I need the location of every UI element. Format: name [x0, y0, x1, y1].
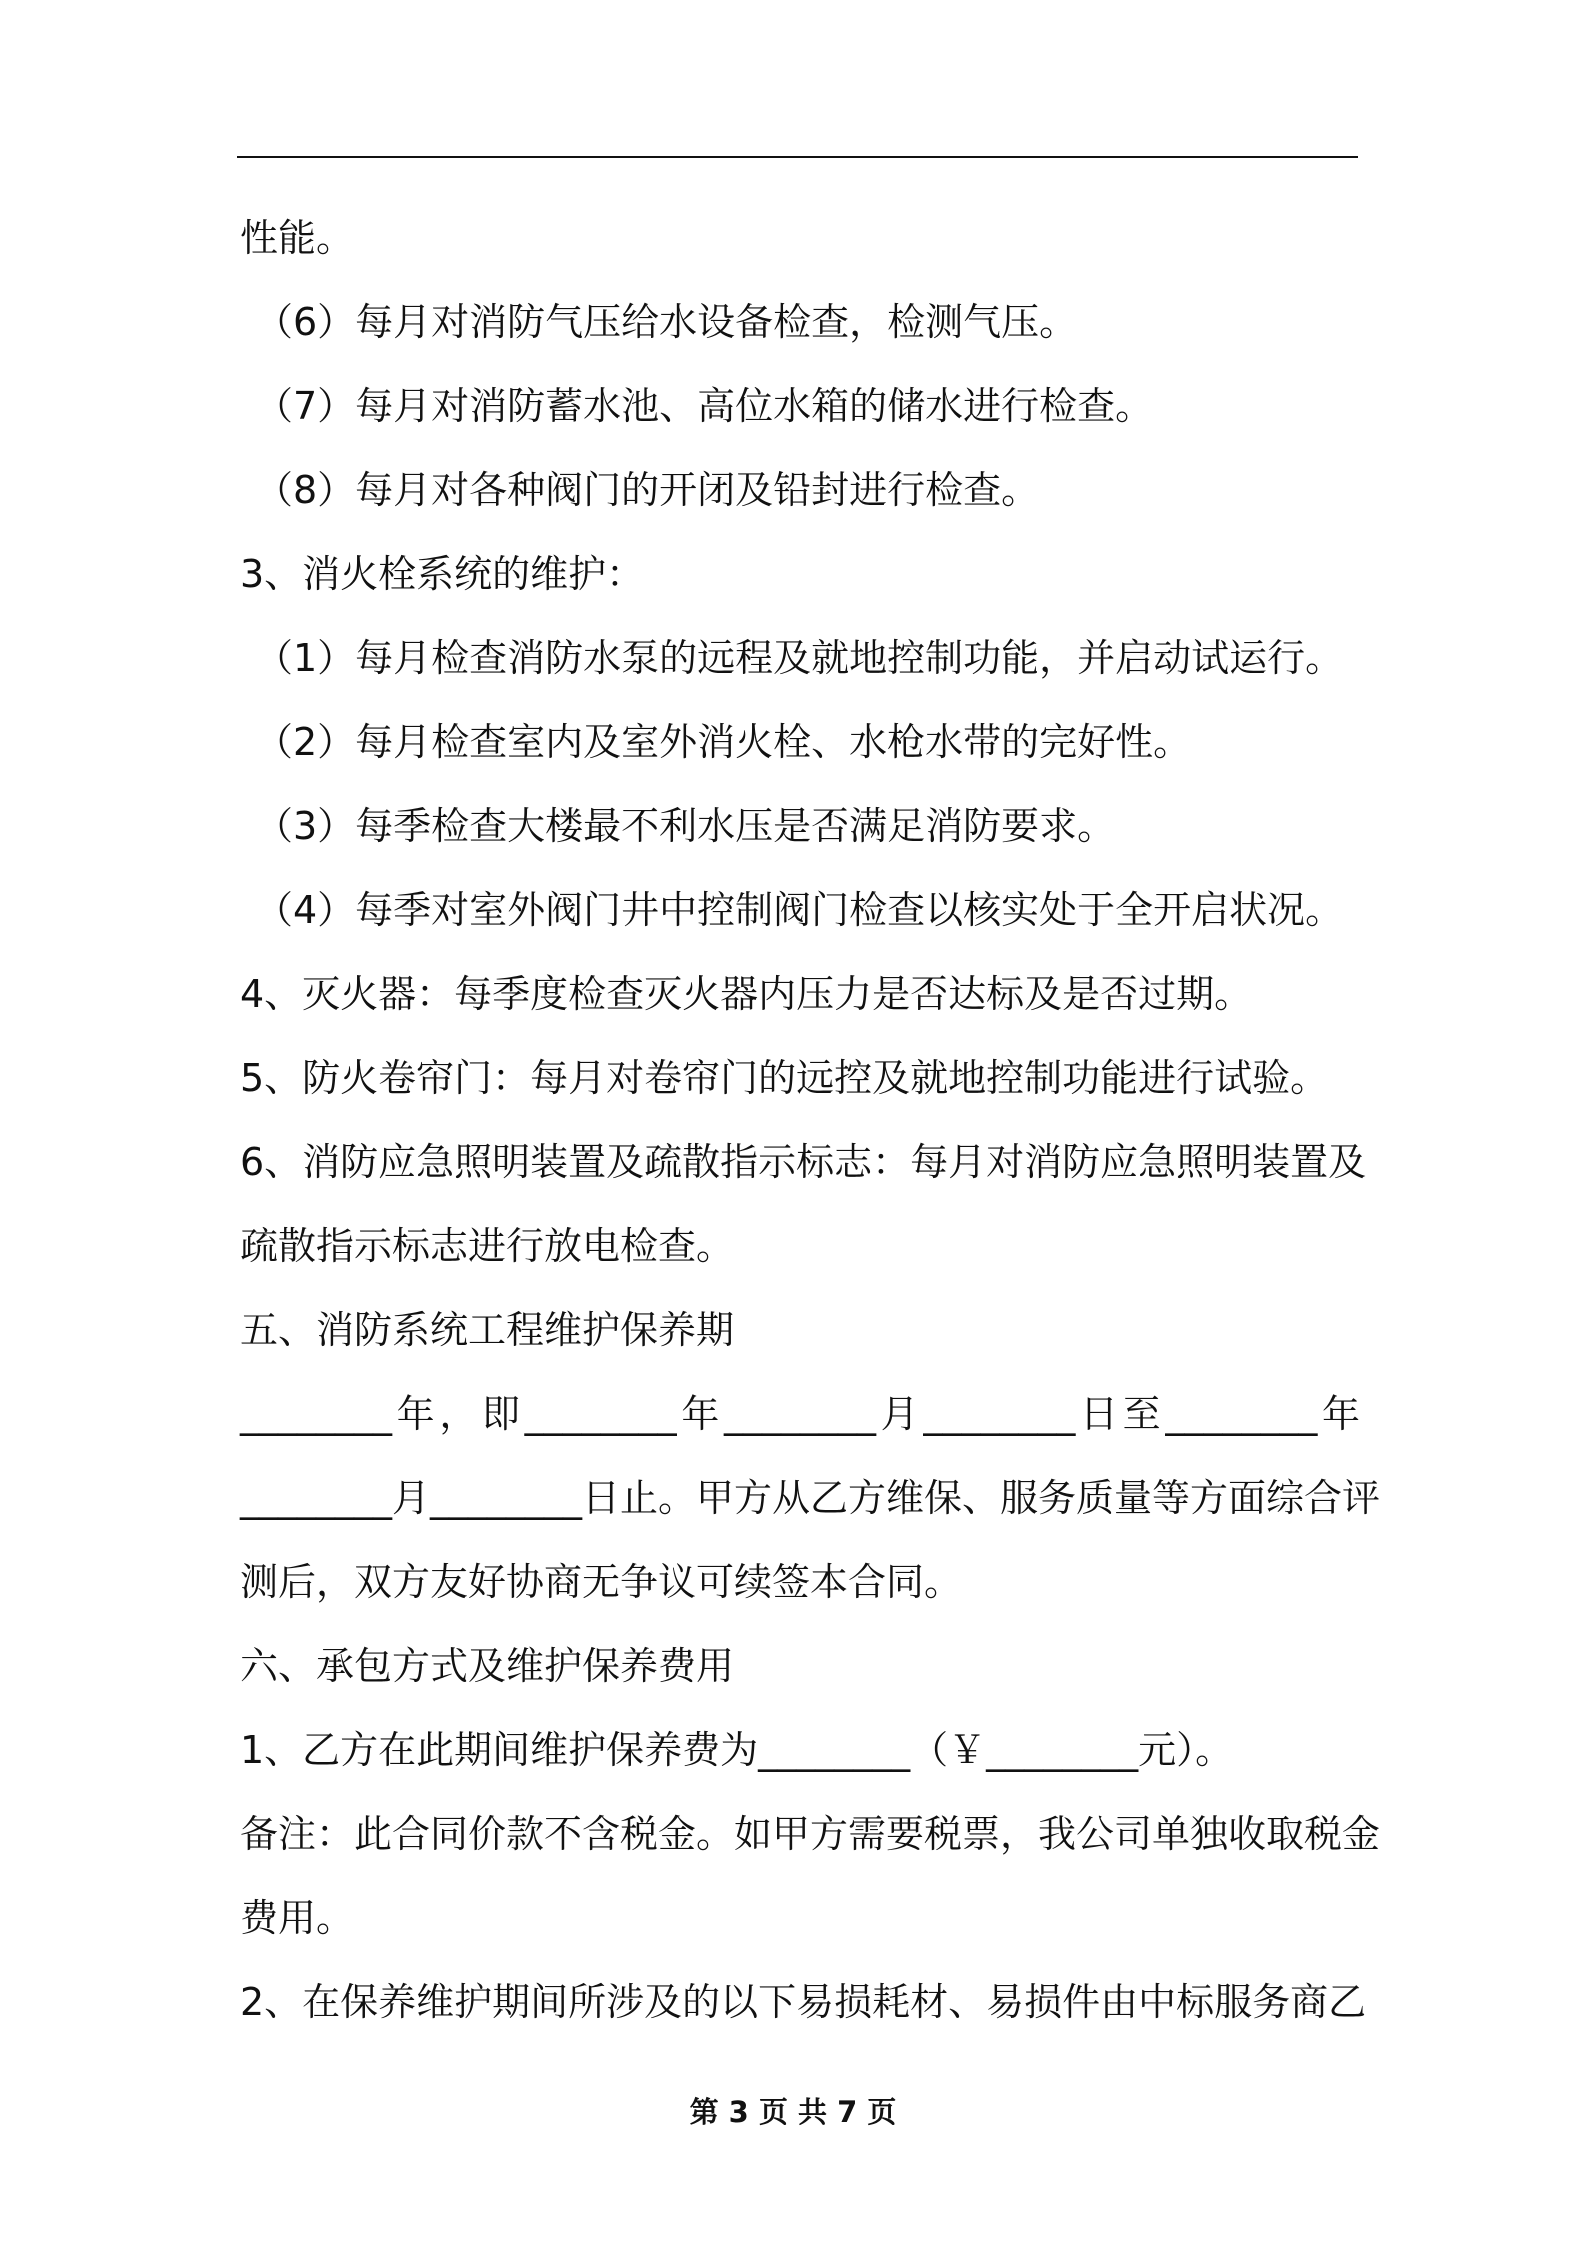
paragraph-line: ________年，即________年________月________日至________年 [240, 1392, 1360, 1436]
paragraph-line: （2）每月检查室内及室外消火栓、水枪水带的完好性。 [255, 720, 1192, 764]
paragraph-line: 6、消防应急照明装置及疏散指示标志：每月对消防应急照明装置及 [240, 1140, 1367, 1184]
header-rule [237, 156, 1358, 158]
paragraph-line: 5、防火卷帘门：每月对卷帘门的远控及就地控制功能进行试验。 [240, 1056, 1329, 1100]
paragraph-line: 测后，双方友好协商无争议可续签本合同。 [240, 1560, 963, 1604]
paragraph-line: 费用。 [240, 1896, 355, 1940]
section-heading: 六、承包方式及维护保养费用 [240, 1644, 735, 1688]
document-body [240, 196, 1381, 2044]
paragraph-line: 疏散指示标志进行放电检查。 [240, 1224, 735, 1268]
paragraph-line: 4、灭火器：每季度检查灭火器内压力是否达标及是否过期。 [240, 972, 1253, 1016]
paragraph-line: 2、在保养维护期间所涉及的以下易损耗材、易损件由中标服务商乙 [240, 1980, 1367, 2024]
paragraph-line: 1、乙方在此期间维护保养费为________（￥________元）。 [240, 1728, 1234, 1772]
paragraph-line: （4）每季对室外阀门井中控制阀门检查以核实处于全开启状况。 [255, 888, 1344, 932]
paragraph-line: 备注：此合同价款不含税金。如甲方需要税票，我公司单独收取税金 [240, 1812, 1381, 1856]
page-number: 第 3 页 共 7 页 [689, 2095, 897, 2129]
section-heading: 3、消火栓系统的维护： [240, 552, 645, 596]
section-heading: 五、消防系统工程维护保养期 [240, 1308, 735, 1352]
paragraph-line: （3）每季检查大楼最不利水压是否满足消防要求。 [255, 804, 1116, 848]
paragraph-line: （1）每月检查消防水泵的远程及就地控制功能，并启动试运行。 [255, 636, 1344, 680]
paragraph-line: （7）每月对消防蓄水池、高位水箱的储水进行检查。 [255, 384, 1154, 428]
paragraph-line: （8）每月对各种阀门的开闭及铅封进行检查。 [255, 468, 1040, 512]
paragraph-line: （6）每月对消防气压给水设备检查，检测气压。 [255, 300, 1078, 344]
paragraph-line: ________月________日止。甲方从乙方维保、服务质量等方面综合评 [240, 1476, 1381, 1520]
paragraph-line: 性能。 [240, 216, 355, 260]
